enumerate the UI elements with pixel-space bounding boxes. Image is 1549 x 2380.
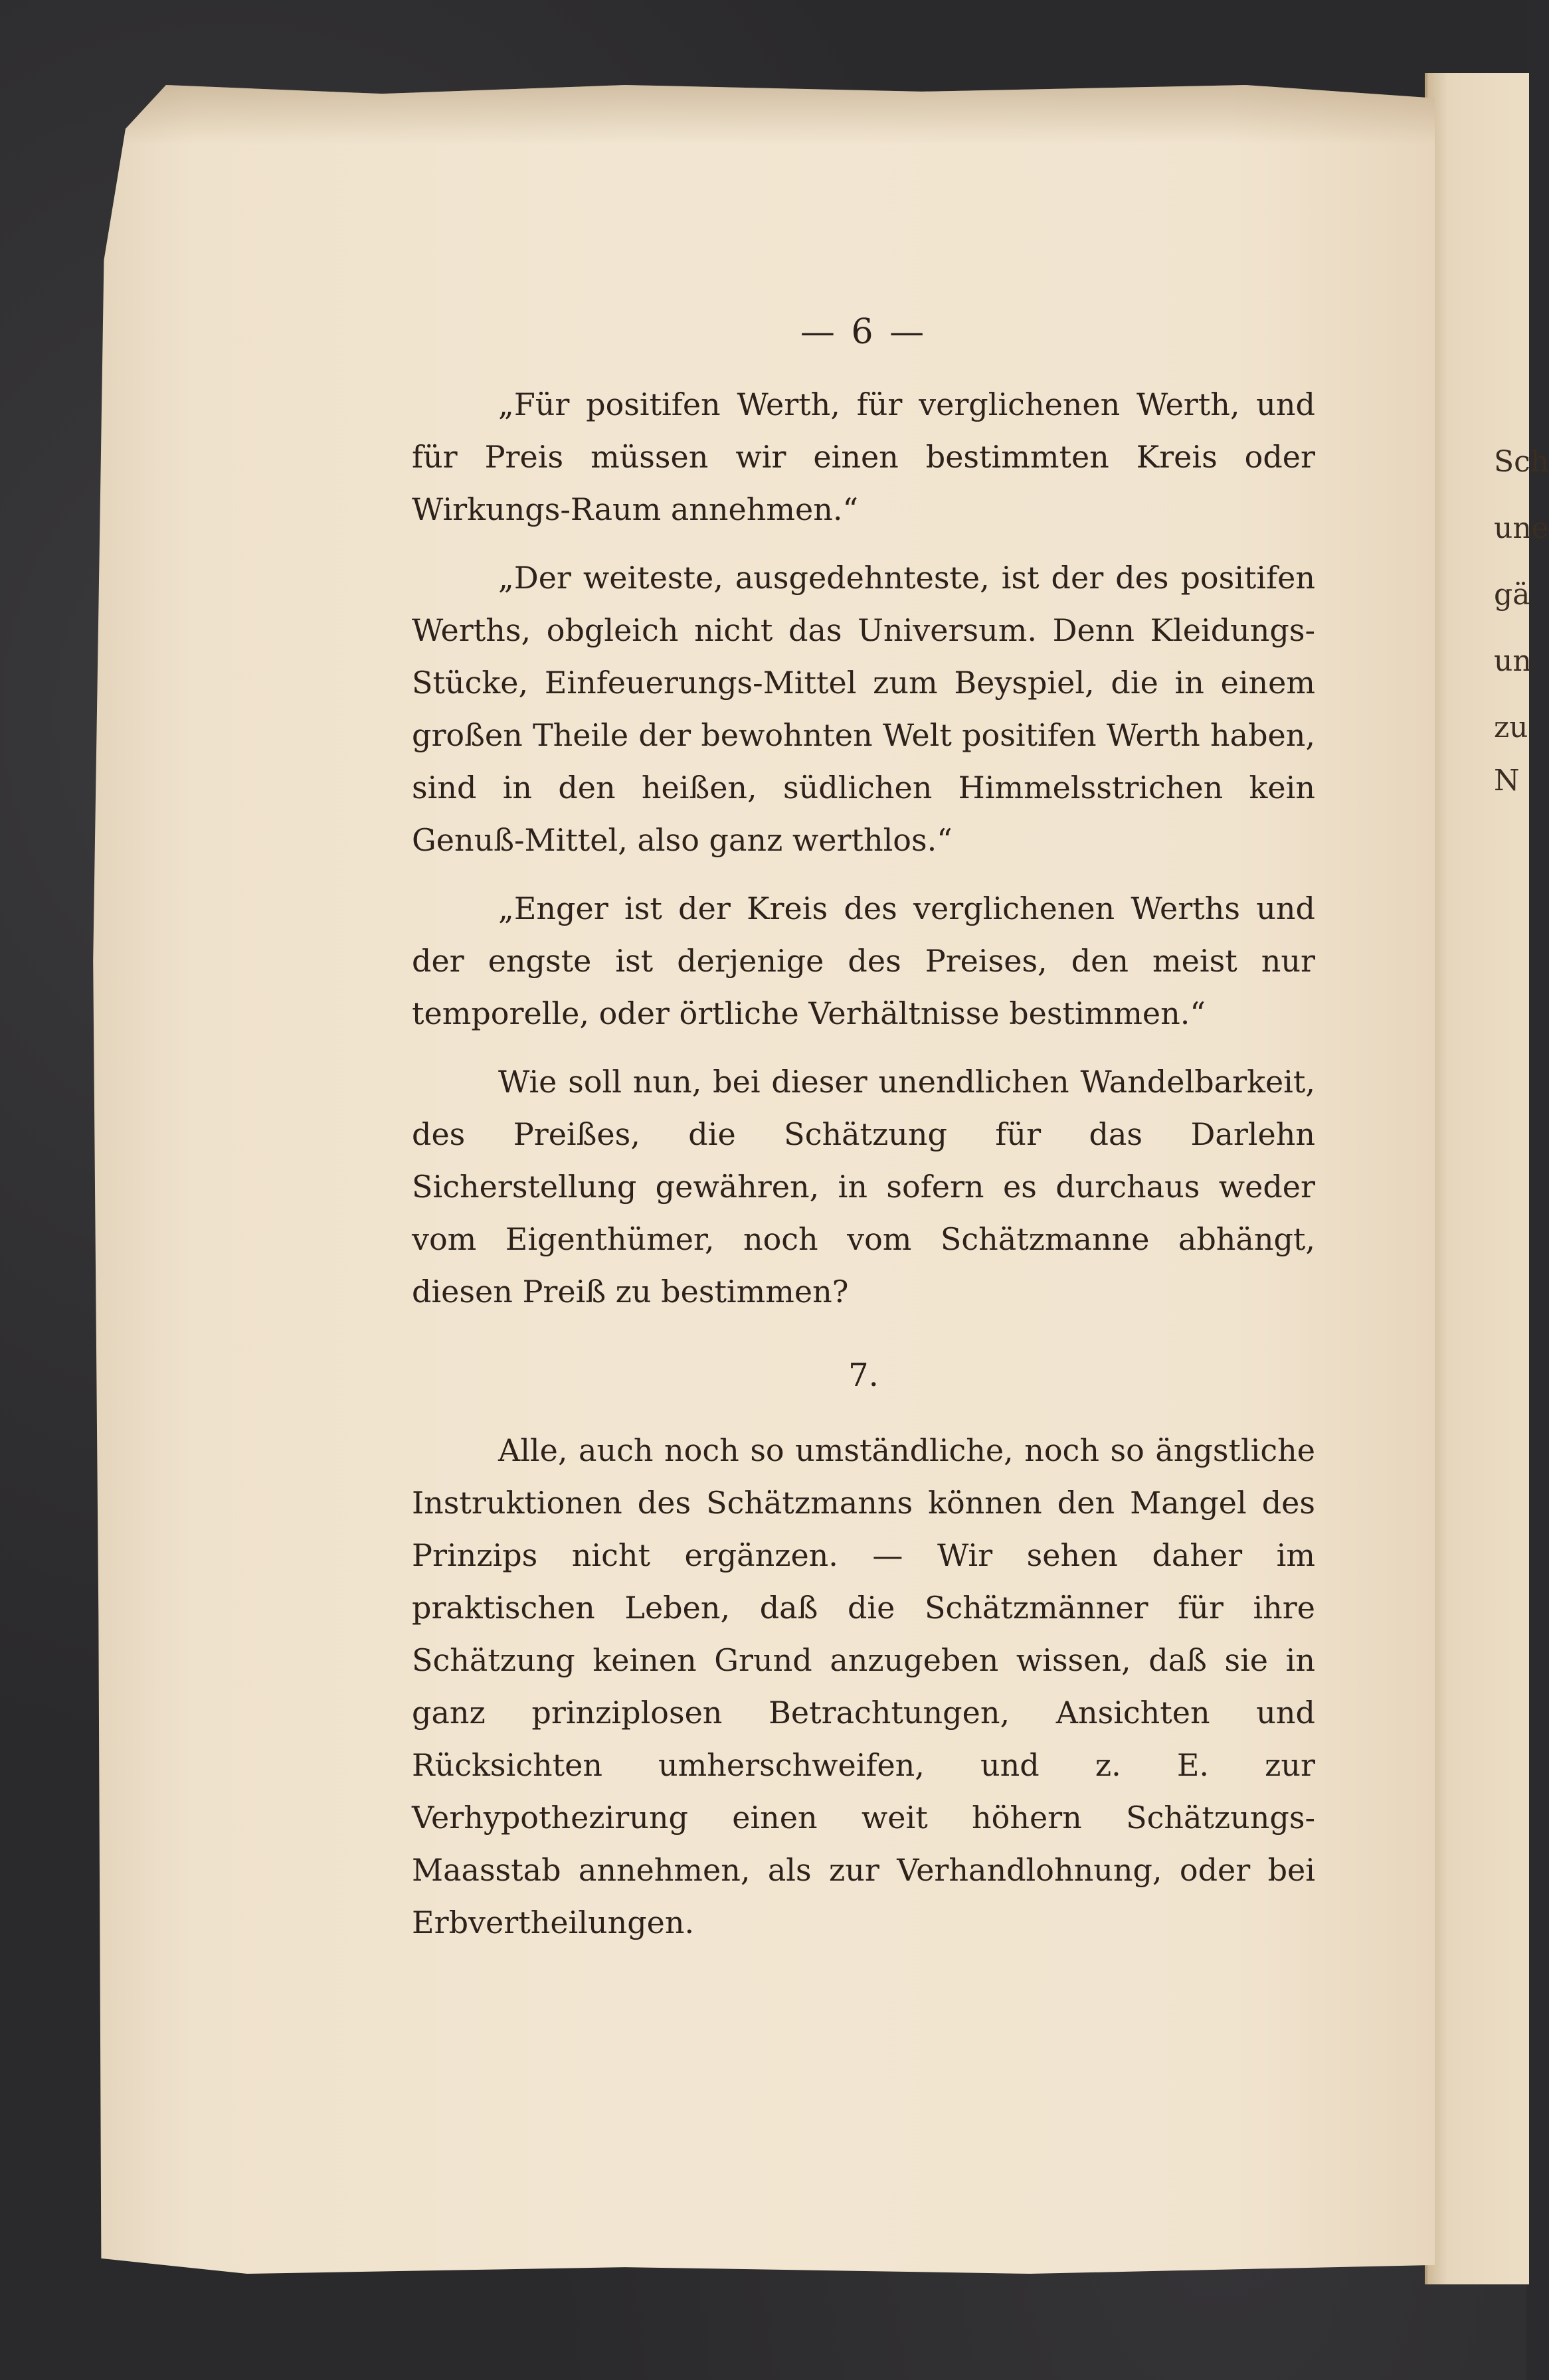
paragraph: „Für positifen Werth, für verglichenen Werth, und für Preis müssen wir einen bestimmten Kreis oder Wirkungs-Raum annehmen.“ <box>412 386 1315 527</box>
page-number: — 6 — <box>800 312 927 352</box>
next-page-fragment: un <box>1494 644 1532 678</box>
page-text <box>412 312 1315 1965</box>
next-page-fragment: zu <box>1494 711 1528 744</box>
paragraph: Alle, auch noch so umständliche, noch so ängstliche Instruktionen des Schätzmanns können den Mangel des Prinzips nicht ergänzen. — Wir sehen daher im praktischen Leben, daß die Schätzmänner für ihre Schätzung keinen Grund anzugeben wissen, daß sie in ganz prinziplosen Betrachtungen, Ansichten und Rücksichten umherschweifen, und z. E. zur Verhypothezirung einen weit höhern Schätzungs-Maasstab annehmen, als zur Verhandlohnung, oder bei Erbvertheilungen. <box>412 1432 1315 1940</box>
next-page-fragment: gä <box>1494 578 1530 612</box>
paragraph: „Enger ist der Kreis des verglichenen Werths und der engste ist derjenige des Preises, den meist nur temporelle, oder örtliche Verhältnisse bestimmen.“ <box>412 891 1315 1031</box>
paragraph: „Der weiteste, ausgedehnteste, ist der des positifen Werths, obgleich nicht das Universum. Denn Kleidungs-Stücke, Einfeuerungs-Mittel zum Beyspiel, die in einem großen Theile der bewohnten Welt positifen Werth haben, sind in den heißen, südlichen Himmelsstrichen kein Genuß-Mittel, also ganz werthlos.“ <box>412 560 1315 858</box>
next-page-fragment: N <box>1494 764 1520 798</box>
section-number: 7. <box>848 1357 879 1394</box>
next-page-fragment: Sch <box>1494 445 1549 479</box>
paragraph: Wie soll nun, bei dieser unendlichen Wandelbarkeit, des Preißes, die Schätzung für das Darlehn Sicherstellung gewähren, in sofern es durchaus weder vom Eigenthümer, noch vom Schätzmanne abhängt, diesen Preiß zu bestimmen? <box>412 1064 1315 1310</box>
next-page-fragment: une <box>1494 511 1549 545</box>
adjacent-page-edge <box>1425 73 1549 2284</box>
